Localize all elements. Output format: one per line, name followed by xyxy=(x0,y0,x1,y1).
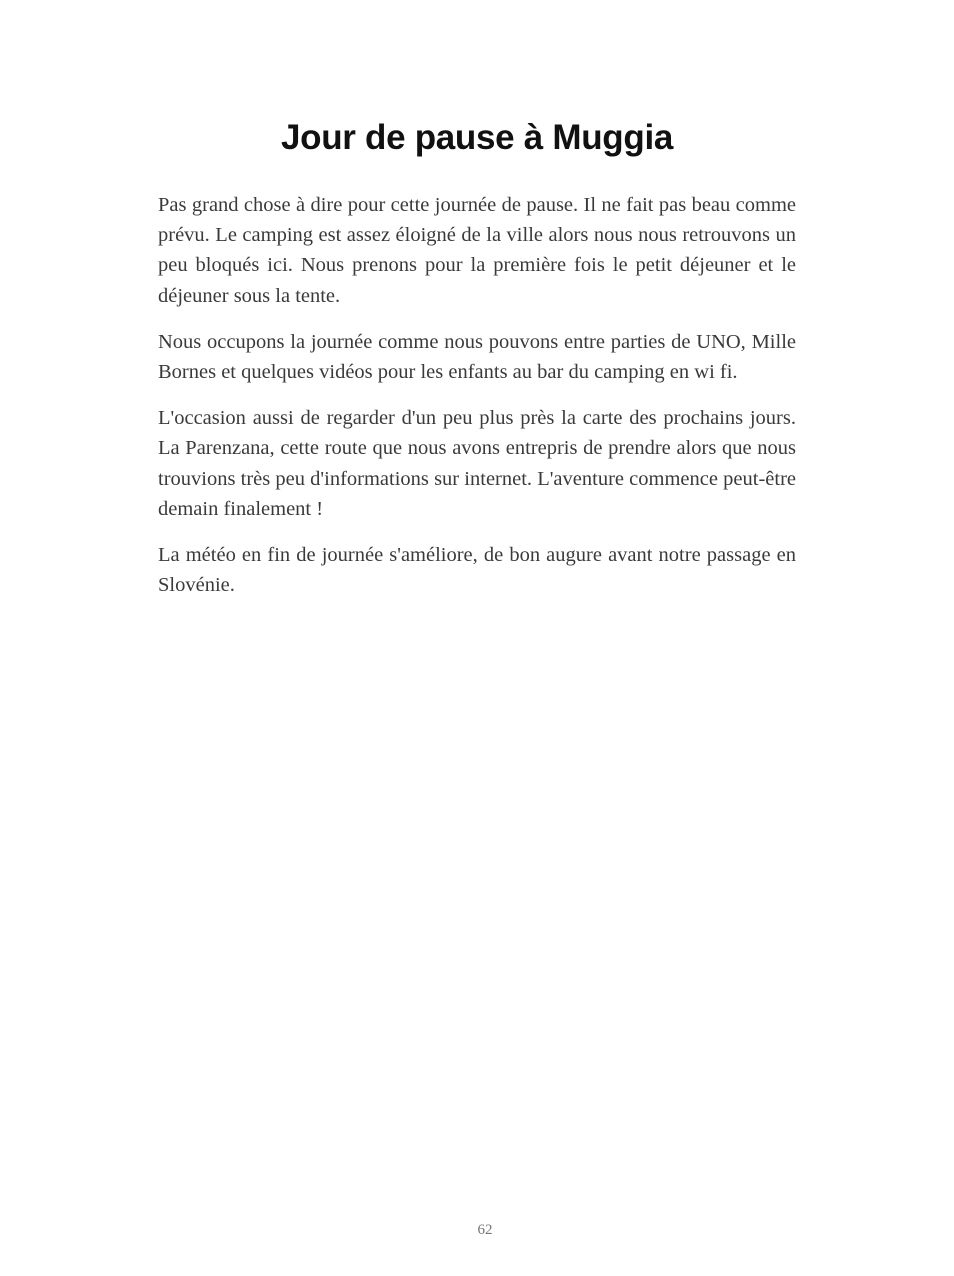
paragraph-1: Pas grand chose à dire pour cette journée de pause. Il ne fait pas beau comme prévu. Le camping est assez éloigné de la ville alors nous nous retrouvons un peu bloqués ici. Nous prenons pour la première fois le petit déjeuner et le déjeuner sous la tente. xyxy=(158,194,796,307)
paragraph-3: L'occasion aussi de regarder d'un peu plus près la carte des prochains jours. La Parenzana, cette route que nous avons entrepris de prendre alors que nous trouvions très peu d'informations sur internet. L'aventure commence peut-être demain finalement ! xyxy=(158,407,796,520)
paragraph-4: La météo en fin de journée s'améliore, de bon augure avant notre passage en Slovénie. xyxy=(158,544,796,597)
page-title: Jour de pause à Muggia xyxy=(280,118,674,157)
page-number: 62 xyxy=(477,1222,493,1238)
paragraph-2: Nous occupons la journée comme nous pouvons entre parties de UNO, Mille Bornes et quelques vidéos pour les enfants au bar du camping en wi fi. xyxy=(158,330,796,384)
body-text xyxy=(158,190,796,616)
